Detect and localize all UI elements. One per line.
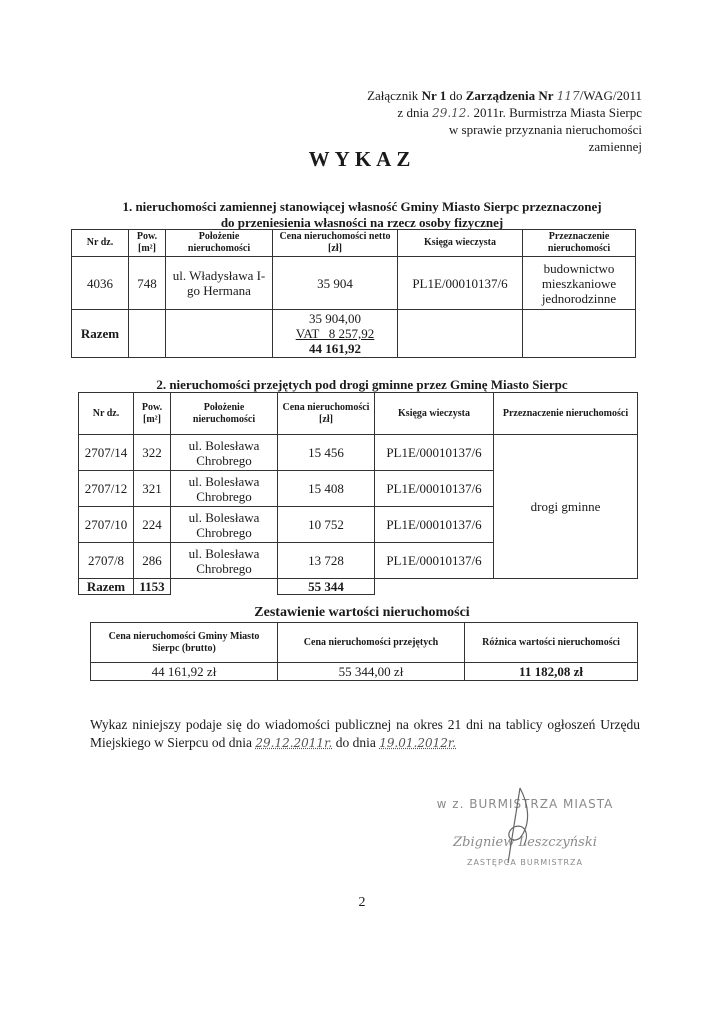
table-header-row (72, 230, 636, 257)
handwritten-date: 29.12.2011r. (255, 736, 333, 750)
cell-przeznaczenie: drogi gminne (494, 435, 638, 579)
table-row (91, 663, 638, 681)
note-text: do dnia (335, 735, 376, 750)
cell-razem-cena: 55 344 (278, 579, 375, 595)
header-text: Załącznik (367, 88, 419, 103)
handwritten-date: 19.01.2012r. (379, 736, 457, 750)
cell-razem-pow: 1153 (134, 579, 171, 595)
header-text: Zarządzenia Nr (465, 88, 554, 103)
cell-ksiega: PL1E/00010137/6 (375, 435, 494, 471)
zestawienie-title: Zestawienie wartości nieruchomości (254, 605, 470, 620)
cell-pow: 286 (134, 543, 171, 579)
cell-cena: 13 728 (278, 543, 375, 579)
cell-ksiega: PL1E/00010137/6 (375, 507, 494, 543)
cell-nr: 2707/10 (79, 507, 134, 543)
section1-title-line2: do przeniesienia własności na rzecz osoby fizycznej (220, 215, 504, 230)
cell-polozenie: ul. Bolesława Chrobrego (171, 471, 278, 507)
cell-pow: 322 (134, 435, 171, 471)
cell-empty (171, 579, 278, 595)
cell-empty (166, 310, 273, 358)
cell-nr: 2707/12 (79, 471, 134, 507)
cell-polozenie: ul. Bolesława Chrobrego (171, 435, 278, 471)
table-total-row (79, 579, 638, 595)
header-line-2 (397, 105, 642, 121)
cell-ksiega: PL1E/00010137/6 (375, 471, 494, 507)
cell-empty (494, 579, 638, 595)
cell-ksiega: PL1E/00010137/6 (398, 257, 523, 310)
cell-razem-label: Razem (72, 310, 129, 358)
cell-empty (398, 310, 523, 358)
razem-brutto: 44 161,92 (309, 341, 361, 356)
col-header-przeznaczenie: Przeznaczenie nieruchomości (494, 393, 638, 435)
stamp-title: w z. BURMISTRZA MIASTA (436, 797, 614, 811)
stamp-subtitle: ZASTĘPCA BURMISTRZA (466, 858, 584, 867)
cell-nr: 2707/8 (79, 543, 134, 579)
table-total-row (72, 310, 636, 358)
header-text: Nr 1 (421, 88, 447, 103)
page-title: WYKAZ (308, 147, 416, 171)
col-header-nr: Nr dz. (72, 230, 129, 257)
col-header-przeznaczenie: Przeznaczenie nieruchomości (523, 230, 636, 257)
cell-cena: 10 752 (278, 507, 375, 543)
section1-table (71, 229, 636, 358)
col-header-cena: Cena nieruchomości netto [zł] (273, 230, 398, 257)
cell-cena-przejetych: 55 344,00 zł (278, 663, 465, 681)
zestawienie-table (90, 622, 638, 681)
cell-cena-gminy: 44 161,92 zł (91, 663, 278, 681)
col-header-cena-gminy: Cena nieruchomości Gminy Miasto Sierpc (brutto) (91, 623, 278, 663)
table-row (79, 435, 638, 471)
cell-empty (375, 579, 494, 595)
col-header-cena-przejetych: Cena nieruchomości przejętych (278, 623, 465, 663)
cell-nr: 2707/14 (79, 435, 134, 471)
col-header-pow: Pow. [m²] (129, 230, 166, 257)
col-header-nr: Nr dz. (79, 393, 134, 435)
cell-pow: 321 (134, 471, 171, 507)
handwritten-number: 117 (556, 89, 580, 103)
header-line-3: w sprawie przyznania nieruchomości (448, 122, 642, 137)
cell-pow: 748 (129, 257, 166, 310)
cell-empty (129, 310, 166, 358)
signature-mark (480, 783, 560, 868)
publication-note (90, 716, 640, 752)
col-header-cena: Cena nieruchomości [zł] (278, 393, 375, 435)
handwritten-date: 29.12. (432, 106, 471, 120)
page-number: 2 (358, 895, 366, 910)
cell-przeznaczenie: budownictwo mieszkaniowe jednorodzinne (523, 257, 636, 310)
header-text: z dnia (397, 105, 429, 120)
table-header-row (91, 623, 638, 663)
section1-title-line1: 1. nieruchomości zamiennej stanowiącej własność Gminy Miasto Sierpc przeznaczonej (122, 199, 602, 214)
cell-empty (523, 310, 636, 358)
table-row (72, 257, 636, 310)
header-text: do (449, 88, 463, 103)
cell-roznica: 11 182,08 zł (465, 663, 638, 681)
note-text: Wykaz niniejszy podaje się do wiadomości publicznej na okres 21 dni na tablicy ogłoszeń Urzędu Miejskiego w Sierpcu od dnia (90, 717, 640, 750)
cell-razem-values (273, 310, 398, 358)
col-header-polozenie: Położenie nieruchomości (166, 230, 273, 257)
cell-cena: 15 408 (278, 471, 375, 507)
cell-polozenie: ul. Bolesława Chrobrego (171, 507, 278, 543)
cell-pow: 224 (134, 507, 171, 543)
section2-table (78, 392, 638, 595)
col-header-roznica: Różnica wartości nieruchomości (465, 623, 638, 663)
col-header-ksiega: Księga wieczysta (398, 230, 523, 257)
col-header-polozenie: Położenie nieruchomości (171, 393, 278, 435)
header-text: 2011r. Burmistrza Miasta Sierpc (473, 105, 642, 120)
header-line-1 (367, 88, 642, 104)
col-header-ksiega: Księga wieczysta (375, 393, 494, 435)
header-text: /WAG/2011 (579, 88, 642, 103)
stamp-name: Zbigniew Leszczyński (453, 835, 597, 850)
section2-title: 2. nieruchomości przejętych pod drogi gminne przez Gminę Miasto Sierpc (156, 377, 568, 392)
table-header-row (79, 393, 638, 435)
cell-ksiega: PL1E/00010137/6 (375, 543, 494, 579)
header-line-4: zamiennej (588, 139, 642, 154)
section1-title (60, 199, 664, 231)
cell-nr: 4036 (72, 257, 129, 310)
cell-cena: 35 904 (273, 257, 398, 310)
cell-razem-label: Razem (79, 579, 134, 595)
col-header-pow: Pow. [m²] (134, 393, 171, 435)
cell-cena: 15 456 (278, 435, 375, 471)
cell-polozenie: ul. Władysława I-go Hermana (166, 257, 273, 310)
razem-vat: VAT 8 257,92 (295, 326, 375, 341)
razem-netto: 35 904,00 (309, 311, 361, 326)
cell-polozenie: ul. Bolesława Chrobrego (171, 543, 278, 579)
